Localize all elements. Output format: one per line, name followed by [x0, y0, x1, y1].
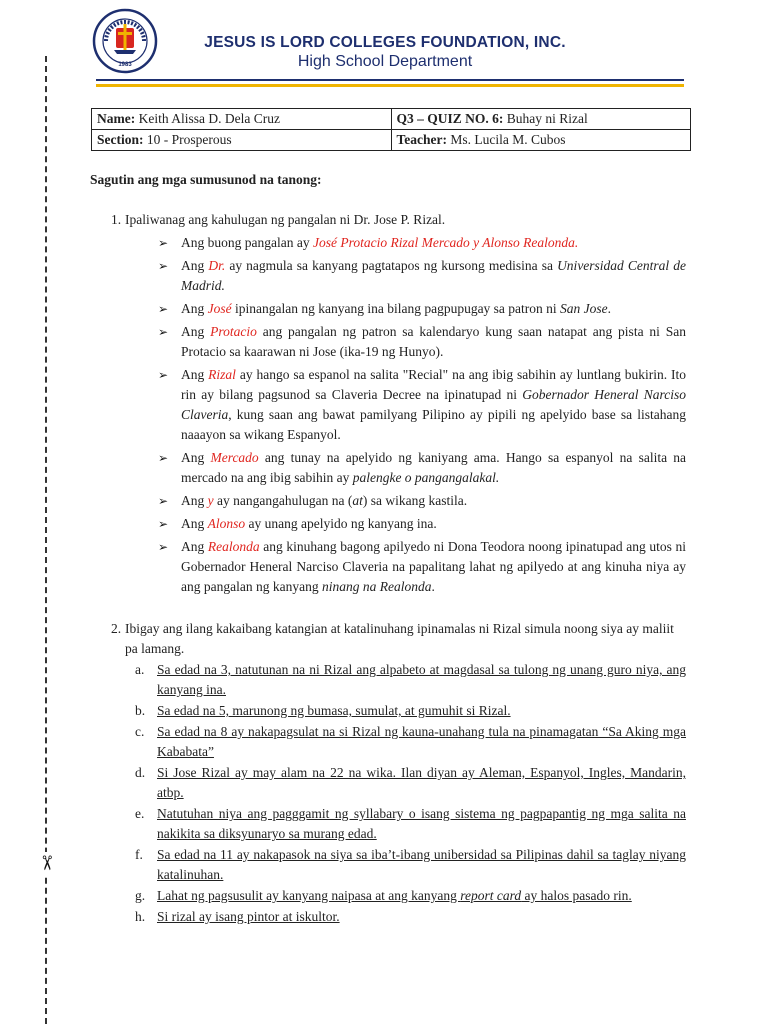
arrow-bullet-icon: ➢ [158, 368, 169, 382]
question-1 [90, 210, 686, 597]
list-item: ➢ Ang Mercado ang tunay na apelyido ng kaniyang ama. Hango sa espanyol na salita na mercado na ang ibig sabihin ay palengke o pangangalakal. [158, 450, 686, 485]
answer-bullet-list [125, 233, 686, 597]
list-item: c. Sa edad na 8 ay nakapagsulat na si Rizal ng kauna-unahang tula na pinamagatan “Sa Aking mga Kababata” [135, 724, 686, 759]
list-item: ➢ Ang Realonda ang kinuhang bagong apilyedo ni Dona Teodora noong ipinatupad ang utos ni Gobernador Heneral Narciso Claveria na papalitang lahat ng apilyedo at ang kinuha niya ay ang pangalan ng kanyang ninang na Realonda. [158, 539, 686, 594]
list-item: f. Sa edad na 11 ay nakapasok na siya sa iba’t-ibang unibersidad sa Pilipinas dahil sa taglay niyang katalinuhan. [135, 847, 686, 882]
list-item: ➢ Ang Dr. ay nagmula sa kanyang pagtatapos ng kursong medisina sa Universidad Central de Madrid. [158, 258, 686, 293]
question-text: Ipaliwanag ang kahulugan ng pangalan ni Dr. Jose P. Rizal. [125, 212, 446, 227]
list-item: d. Si Jose Rizal ay may alam na 22 na wika. Ilan diyan ay Aleman, Espanyol, Ingles, Mandarin, atbp. [135, 765, 686, 800]
arrow-bullet-icon: ➢ [158, 325, 169, 339]
question-2 [90, 619, 686, 659]
instructions: Sagutin ang mga sumusunod na tanong: [90, 172, 322, 187]
section-cell [92, 130, 392, 151]
header-rule-gold [96, 84, 684, 87]
answer-lettered-list [90, 660, 686, 927]
school-seal-logo [92, 8, 158, 74]
question-number: 1. [111, 212, 122, 227]
list-item: ➢ Ang Protacio ang pangalan ng patron sa kalendaryo kung saan natapat ang pista ni San Protacio sa kaarawan ni Jose (ika-19 ng Hunyo). [158, 324, 687, 359]
quiz-label: Q3 – QUIZ NO. 6: [396, 111, 504, 126]
teacher-label: Teacher: [396, 132, 447, 147]
quiz-value: Buhay ni Rizal [506, 111, 588, 126]
student-info-table [91, 108, 691, 151]
quiz-cell [391, 109, 691, 130]
section-value: 10 - Prosperous [146, 132, 232, 147]
arrow-bullet-icon: ➢ [158, 236, 169, 250]
question-text: Ibigay ang ilang kakaibang katangian at katalinuhang ipinamalas ni Rizal simula noong siya ay maliit pa lamang. [125, 621, 674, 656]
list-item: ➢ Ang José ipinangalan ng kanyang ina bilang pagpupugay sa patron ni San Jose. [125, 299, 686, 319]
arrow-bullet-icon: ➢ [158, 451, 169, 465]
cut-line [45, 56, 47, 1024]
header-rule-navy [96, 79, 684, 81]
teacher-cell [391, 130, 691, 151]
scissors-icon: ✂ [34, 852, 60, 874]
quiz-content [90, 210, 686, 927]
department-name: High School Department [297, 53, 473, 70]
name-value: Keith Alissa D. Dela Cruz [138, 111, 280, 126]
section-label: Section: [97, 132, 144, 147]
arrow-bullet-icon: ➢ [158, 517, 169, 531]
teacher-value: Ms. Lucila M. Cubos [450, 132, 566, 147]
name-label: Name: [97, 111, 136, 126]
svg-text:1983: 1983 [118, 62, 132, 68]
list-item: h. Si rizal ay isang pintor at iskultor. [135, 909, 340, 924]
list-item: ➢ Ang Rizal ay hango sa espanol na salita "Recial" na ang ibig sabihin ay luntlang bukirin. Ito rin ay bilang pagsunod sa Claveria Decree na ipinatupad ni Gobernador Heneral Narciso Claveria, kung saan ang bawat pamilyang Pilipino ay pipili ng apelyido base sa listahang naaayon sa wikang Espanyol. [158, 367, 686, 442]
name-cell [92, 109, 392, 130]
list-item: b. Sa edad na 5, marunong ng bumasa, sumulat, at gumuhit si Rizal. [135, 703, 511, 718]
list-item: a. Sa edad na 3, natutunan na ni Rizal ang alpabeto at magdasal sa tulong ng unang guro niya, ang kanyang ina. [135, 662, 686, 697]
list-item: g. Lahat ng pagsusulit ay kanyang naipasa at ang kanyang report card ay halos pasado rin. [135, 888, 632, 903]
school-name: JESUS IS LORD COLLEGES FOUNDATION, INC. [204, 34, 566, 51]
arrow-bullet-icon: ➢ [158, 259, 169, 273]
list-item: ➢ Ang buong pangalan ay José Protacio Rizal Mercado y Alonso Realonda. [125, 233, 686, 253]
question-number: 2. [111, 621, 122, 636]
arrow-bullet-icon: ➢ [158, 540, 169, 554]
arrow-bullet-icon: ➢ [158, 302, 169, 316]
list-item: ➢ Ang Alonso ay unang apelyido ng kanyang ina. [125, 514, 686, 534]
list-item: ➢ Ang y ay nangangahulugan na (at) sa wikang kastila. [125, 491, 686, 511]
arrow-bullet-icon: ➢ [158, 494, 169, 508]
list-item: e. Natutuhan niya ang pagggamit ng syllabary o isang sistema ng pagpapantig ng mga salita na nakikita sa diksyunaryo sa murang edad. [135, 806, 686, 841]
